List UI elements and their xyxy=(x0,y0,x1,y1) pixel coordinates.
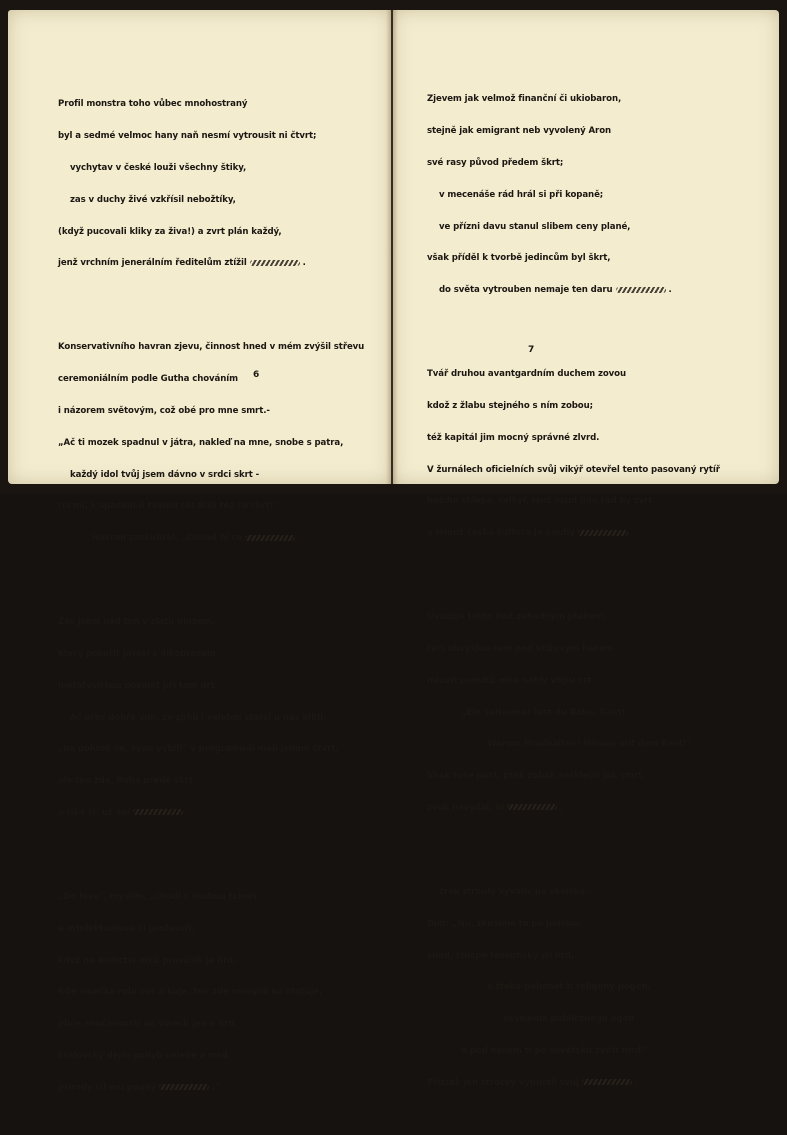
verse-line: pluje současností na vinách jen a hrd, xyxy=(58,1019,238,1030)
verse-text: přírody cíl mu pouhý xyxy=(58,1082,157,1093)
verse-line: v mecenáše rád hrál si při kopaně; xyxy=(439,189,604,200)
verse-line: Warum Maulhalten! Hinaus mit dem Rast!" xyxy=(487,739,691,750)
ink-scribble xyxy=(133,809,183,815)
verse-line: kdož z žlabu stejného s ním zobou; xyxy=(427,401,593,411)
verse-line xyxy=(427,528,727,539)
verse-line: Žas jsem nad tím v zlatu plazem, xyxy=(58,617,215,628)
verse-line: však příděl k tvorbě jedincům byl škrt, xyxy=(427,253,611,264)
verse-line: snad, chlape fašounsky jsi hrd, xyxy=(427,950,575,961)
verse-line: a třeba pohanět ti religijný pogon, xyxy=(487,982,651,993)
verse-text: Havran zaskuhral: „Dosud ni co xyxy=(92,533,243,544)
stanza xyxy=(58,78,358,290)
right-page-text xyxy=(427,52,727,1130)
verse-line: který pokořit přišel s dikobrazem, xyxy=(58,649,219,660)
verse-line: Uvažuje takto nad záhadným ptákem, xyxy=(427,612,607,623)
stanza xyxy=(427,73,727,317)
verse-line: Přízrak jen stracky vypustil svůj . xyxy=(427,1077,638,1088)
verse-line: stejně jak emigrant neb vyvolený Aron xyxy=(427,126,612,137)
verse-line: Zjevem jak velmož finanční či ukiobaron, xyxy=(427,94,622,105)
verse-line: jenž vrchním jenerálním ředitelům ztížil . xyxy=(58,258,306,269)
ink-scribble xyxy=(159,1084,209,1090)
verse-line: královský dějin pohyb velebě a mrd, xyxy=(58,1051,231,1062)
verse-line: byl a sedmé velmoc hany naň nesmí vytrousit ni čtvrt; xyxy=(58,131,317,142)
verse-line: každý idol tvůj jsem dávno v srdci skrt - xyxy=(70,469,260,480)
verse-text: a jemuž česká kultura je pouhý xyxy=(427,528,575,539)
verse-line: Dím: „Nu, zkusíme to po polsku; xyxy=(427,918,581,929)
verse-line: božího sklepa, cvikýř, jenž osud lidu řád by zvrt xyxy=(427,496,653,507)
stanza xyxy=(427,866,727,1110)
verse-line: a intelektuálové či profesoři, xyxy=(58,923,195,934)
verse-line: řečí obvyklou tam pod křížovým hákem xyxy=(427,644,614,655)
page-number-right: 7 xyxy=(528,345,535,355)
verse-text: jenž vrchním jenerálním ředitelům ztížil xyxy=(58,258,247,269)
verse-line: Profil monstra toho vůbec mnohostraný xyxy=(58,99,248,110)
stanza xyxy=(58,596,358,840)
verse-line: Kde smečka robí cos a kuje, ten zde nemysli na štátuje, xyxy=(58,987,323,998)
verse-line: osvícenia publicznego ogon xyxy=(503,1014,635,1025)
stanza xyxy=(58,321,365,565)
verse-line xyxy=(58,808,358,819)
ink-scribble xyxy=(507,804,557,810)
verse-line: své rasy původ předem škrt; xyxy=(427,157,564,168)
verse-line: i názorem světovým, což obé pro mne smrt.- xyxy=(58,406,270,416)
stanza xyxy=(58,871,358,1115)
left-page-text xyxy=(58,57,365,1135)
verse-line: zvuk nevydal, ni . xyxy=(427,802,564,813)
verse-line: V žurnálech oficielních svůj vikýř otevřel tento pasovaný rytíř xyxy=(427,464,720,475)
verse-line: ceremoniálním podle Gutha chováním xyxy=(58,374,238,385)
verse-line: (když pucovali kliky za živa!) a zvrt plán každý, xyxy=(58,226,282,237)
verse-line: ale ten zde, Boha předě škrt xyxy=(58,776,193,787)
verse-text: do světa vytrouben nemaje ten daru xyxy=(439,285,613,296)
verse-line xyxy=(58,533,358,544)
verse-line: Tvář druhou avantgardním duchem zovou xyxy=(427,369,626,380)
stanza xyxy=(427,348,727,560)
verse-line: „Ač ti mozek spadnul v játra, nakleď na mne, snobe s patra, xyxy=(58,437,344,448)
verse-line: a pod nosem ti po sovětsku zvířit mrd!" - xyxy=(461,1046,656,1057)
verse-text: a říká si: už aní xyxy=(58,807,131,818)
verse-line: též kapitál jim mocný správné zlvrd. xyxy=(427,432,600,443)
verse-line: „Ein seltsamer bist du Rabe, Gast! xyxy=(461,707,626,718)
verse-line: vychytav v české louži všechny štiky, xyxy=(70,162,247,173)
verse-line: Však tuše past, pták zobák seškleblí jak smrt, xyxy=(427,771,646,782)
verse-line: zrak ztrnulý vyvalív po školsku.- xyxy=(439,887,592,898)
stanza xyxy=(427,591,727,835)
verse-line: do světa vytrouben nemaje ten daru . xyxy=(439,285,672,296)
verse-line: zas v duchy živé vzkřísil nebožtíky, xyxy=(70,194,236,205)
verse-line: mluvit ponuků mne nákly vtipu vrt: xyxy=(427,675,595,686)
ink-scribble xyxy=(582,1079,632,1085)
verse-text: Přízrak jen stracky vypustil svůj xyxy=(427,1077,579,1088)
verse-line: Konservativního havran zjevu, činnost hned v mém zvýšil střevu xyxy=(58,342,365,353)
verse-line: když na dědictví otců pravíčák je hrd. xyxy=(58,955,237,966)
verse-line: Ač přec dobře vím, že zjihlí i velební starci u nás bibli, xyxy=(70,712,327,723)
verse-line: přírody cíl mu pouhý ." xyxy=(58,1082,220,1093)
verse-line: „Do leva", myslím, „chodí s skobou tchoří xyxy=(58,892,257,903)
ink-scribble xyxy=(616,287,666,293)
verse-line: rci mi, k spasení-li tvému slit Bůh též co chrt!" xyxy=(58,501,279,512)
ink-scribble xyxy=(245,535,295,541)
verse-text: zvuk nevydal, ni xyxy=(427,802,505,813)
verse-line: ve přízni davu stanul slibem ceny plané, xyxy=(439,221,631,232)
verse-line: metafysickou povalět při tom drt. xyxy=(58,680,218,691)
verse-line: „na pokrok se, synu vybíl!" v programu-li měli jenom čtvrt; xyxy=(58,744,339,755)
ink-scribble xyxy=(578,530,628,536)
ink-scribble xyxy=(250,260,300,266)
book-gutter xyxy=(386,10,398,484)
page-number-left: 6 xyxy=(253,370,260,380)
